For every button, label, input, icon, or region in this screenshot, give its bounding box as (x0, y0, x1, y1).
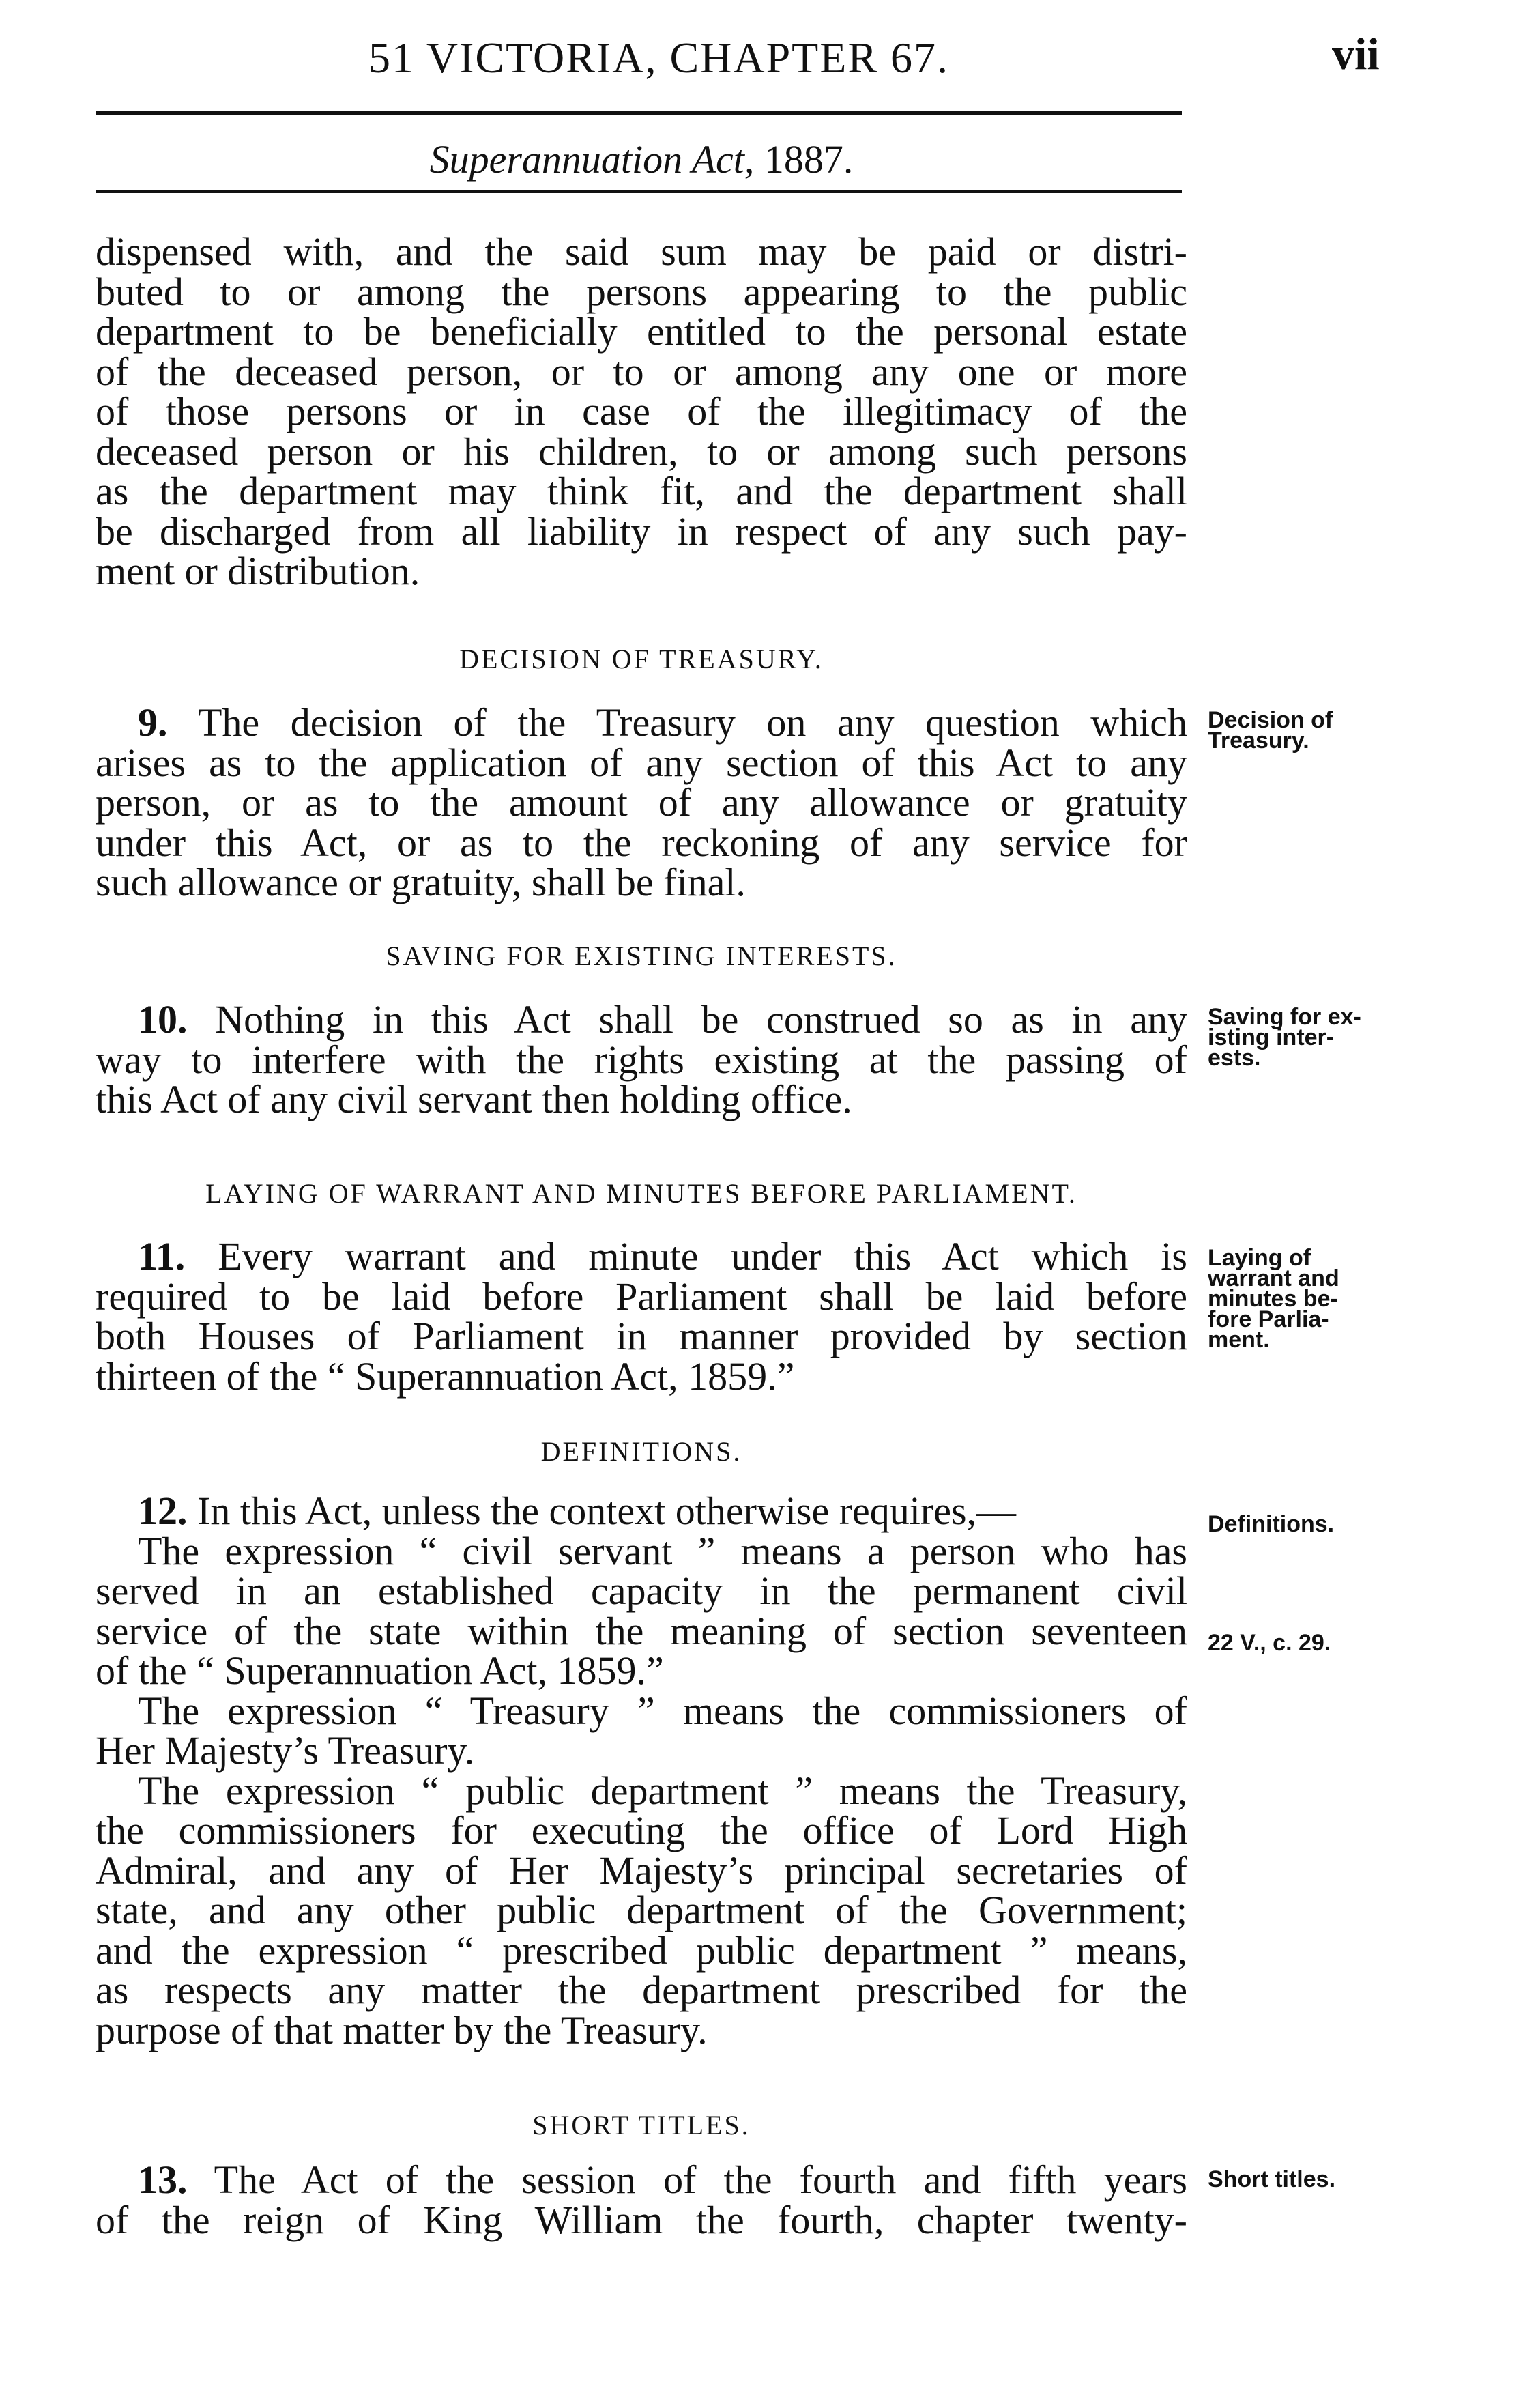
text-line: state, and any other public department of the Government; (96, 1888, 1187, 1932)
text-line: Admiral, and any of Her Majesty’s principal secretaries of (96, 1848, 1187, 1893)
section-heading-13: SHORT TITLES. (532, 2110, 751, 2140)
section-heading-11: LAYING OF WARRANT AND MINUTES BEFORE PARLIAMENT. (205, 1178, 1077, 1209)
section-number: 10. (138, 997, 188, 1042)
text-line: as respects any matter the department prescribed for the (96, 1968, 1187, 2012)
text-line: arises as to the application of any section of this Act to any (96, 740, 1187, 785)
text-line: The decision of the Treasury on any question which (198, 700, 1188, 745)
text-line: In this Act, unless the context otherwise requires,— (197, 1489, 1017, 1533)
act-short-title (0, 137, 1283, 182)
text-line: way to interfere with the rights existing at the passing of (96, 1037, 1187, 1082)
margin-note-13 (1208, 2166, 1385, 2192)
margin-note-line: minutes be- (1208, 1286, 1338, 1312)
section-heading-10: SAVING FOR EXISTING INTERESTS. (386, 941, 897, 971)
text-line: service of the state within the meaning of section seventeen (96, 1608, 1187, 1653)
text-line: deceased person or his children, to or among such persons (96, 429, 1187, 474)
margin-note-line: Treasury. (1208, 728, 1309, 754)
text-line: this Act of any civil servant then holding office. (96, 1077, 852, 1121)
text-line: be discharged from all liability in respect of any such pay- (96, 508, 1187, 554)
text-line: and the expression “ prescribed public department ” means, (96, 1927, 1187, 1973)
text-line: the commissioners for executing the office of Lord High (96, 1808, 1187, 1852)
bottom-rule (96, 190, 1182, 193)
margin-note-12 (1208, 1511, 1385, 1537)
margin-note-line: isting inter- (1208, 1024, 1335, 1050)
text-line: Her Majesty’s Treasury. (96, 1728, 475, 1773)
margin-note-line: warrant and (1208, 1265, 1339, 1291)
continuation-paragraph (96, 229, 1187, 593)
text-line: The expression “ public department ” means the Treasury, (138, 1768, 1187, 1813)
text-line: The expression “ civil servant ” means a person who has (138, 1528, 1187, 1573)
margin-note-9 (1208, 707, 1385, 754)
text-line: The expression “ Treasury ” means the commissioners of (138, 1688, 1187, 1733)
section-13 (96, 2160, 1187, 2240)
section-number: 12. (138, 1489, 188, 1533)
text-line: under this Act, or as to the reckoning of any service for (96, 820, 1187, 865)
section-heading-12: DEFINITIONS. (540, 1436, 742, 1467)
margin-note-line: ests. (1208, 1045, 1261, 1071)
section-12 (96, 1491, 1187, 2050)
top-rule (96, 111, 1182, 115)
text-line: of the reign of King William the fourth, chapter twenty- (96, 2197, 1187, 2242)
text-line: as the department may think fit, and the department shall (96, 469, 1187, 513)
running-head (0, 26, 1523, 87)
section-number: 11. (138, 1234, 186, 1278)
margin-note-line: Decision of (1208, 707, 1333, 733)
text-line: thirteen of the “ Superannuation Act, 1859.” (96, 1353, 795, 1399)
text-line: Every warrant and minute under this Act which is (218, 1234, 1187, 1278)
text-line: buted to or among the persons appearing to the public (96, 269, 1187, 314)
text-line: required to be laid before Parliament shall be laid before (96, 1274, 1187, 1319)
margin-note-line: Saving for ex- (1208, 1004, 1361, 1030)
section-number: 13. (138, 2158, 188, 2202)
act-year: 1887. (764, 137, 854, 182)
text-line: dispensed with, and the said sum may be paid or distri- (96, 229, 1187, 274)
text-line: such allowance or gratuity, shall be final. (96, 860, 746, 904)
margin-note-11 (1208, 1245, 1385, 1353)
page-number: vii (1332, 29, 1380, 79)
margin-note-line: Definitions. (1208, 1511, 1335, 1537)
margin-note-line: Laying of (1208, 1245, 1311, 1271)
margin-note-line: fore Parlia- (1208, 1306, 1329, 1332)
section-10 (96, 997, 1188, 1121)
act-title: Superannuation Act, (429, 137, 755, 182)
text-line: ment or distribution. (96, 549, 420, 593)
section-11 (96, 1234, 1187, 1399)
margin-note-line: ment. (1208, 1327, 1270, 1353)
text-line: both Houses of Parliament in manner provided by section (96, 1314, 1187, 1358)
text-line: Nothing in this Act shall be construed so as in any (215, 997, 1188, 1042)
margin-note-10 (1208, 1004, 1385, 1071)
text-line: person, or as to the amount of any allowance or gratuity (96, 780, 1187, 825)
text-line: of those persons or in case of the illegitimacy of the (96, 389, 1187, 433)
text-line: served in an established capacity in the permanent civil (96, 1568, 1187, 1613)
text-line: department to be beneficially entitled to the personal estate (96, 309, 1187, 354)
running-title: 51 VICTORIA, CHAPTER 67. (368, 33, 950, 82)
section-number: 9. (138, 700, 168, 745)
text-line: of the deceased person, or to or among any one or more (96, 349, 1187, 394)
margin-note-line: Short titles. (1208, 2166, 1336, 2192)
section-heading-9: DECISION OF TREASURY. (459, 644, 824, 674)
section-9 (96, 700, 1188, 904)
margin-note-12-citation (1208, 1630, 1385, 1656)
margin-note-line: 22 V., c. 29. (1208, 1630, 1331, 1656)
text-line: of the “ Superannuation Act, 1859.” (96, 1648, 664, 1693)
text-line: purpose of that matter by the Treasury. (96, 2007, 708, 2052)
text-line: The Act of the session of the fourth and fifth years (214, 2158, 1187, 2202)
